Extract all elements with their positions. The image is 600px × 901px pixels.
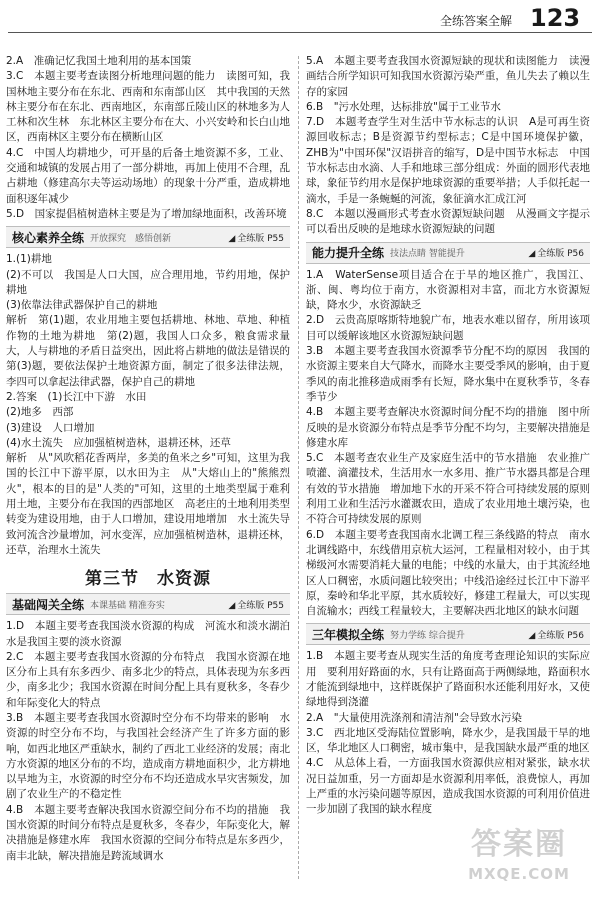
right-answers-prelude: 5.A 本题主要考查我国水资源短缺的现状和读图能力 读漫画结合所学知识可知我国水资源污染严重，鱼儿失去了赖以生存的家园 6.B "污水处理，达标排放"属于工业节水 7.D 本题考查学生对生活中节水标志的认识 A是可再生资源回收标志；B是资源节约型标志；C是中国环境保护徽，ZHB为"中国环保"汉语拼音的缩写，D是中国节水标志 中国节水标志由水滴、人手和地球三部分组成：外面的圆形代表地球，象征节约用水是保护地球资源的重要举措；人手似托起一滴水，手是一条蜿蜒的河流，象征滴水汇成江河 8.C 本题以漫画形式考查水资源短缺问题 从漫画文字提示可以看出反映的是地球水资源短缺的问题 [306,55,590,236]
section-page-ref: ◢ 全练版 P56 [528,249,584,260]
arrow-icon: ◢ [528,630,536,641]
section-subtitle: 技法点睛 智能提升 [390,249,465,260]
ability-answers: 1.A WaterSense项目适合在于旱的地区推广，我国江、浙、闽、粤均位于南方，水资源相对丰富，而北方水资源短缺，降水少，水资源缺乏 2.D 云贵高原喀斯特地貌广布，地表水难以留存，所用该项目可以缓解该地区水资源短缺问题 3.B 本题主要考查我国水资源季节分配不均的原因 我国的水资源主要来自大气降水，而降水主要受季风的影响，由于夏季风的南北推移造成雨季有长短，降水集中在夏秋季节，冬春季节少 4.B 本题主要考查解决水资源时间分配不均的措施 图中所反映的是水资源分布特点是季节分配不均匀，主要解决措施是修建水库 5.C 本题考查农业生产及家庭生活中的节水措施 农业推广喷灌、滴灌技术，生活用水一水多用、推广节水器具都是合理有效的节水措施 增加地下水的开采不符合可持续发展的原则 利用工业和生活污水灌溉农田，造成了农业用地土壤污染，也不符合可持续发展的原则 6.D 本题主要考查我国南水北调工程三条线路的特点 南水北调线路中，东线借用京杭大运河，工程量相对较小，由于其梯级河水需要消耗大量的电能；中线的水量大，由于其流经地区人口稠密，水质问题比较突出；中线沿途经过长江中下游平原，秦岭和华北平原，其水质较好，修建工程量大，可以实现自流输水；西线工程量较大，主要解决西北地区的缺水问题 [306,268,590,618]
arrow-icon: ◢ [228,600,236,611]
simulation-answers: 1.B 本题主要考查从现实生活的角度考查理论知识的实际应用 要利用好路面的水，只有让路面高于两侧绿地，路面积水才能流到绿地中，这样既保护了路面积水还能利用好水，又使绿地得到浇灌 2.A "大量使用洗涤剂和清洁剂"会导致水污染 3.C 西北地区受海陆位置影响，降水少，是我国最干旱的地区，华北地区人口稠密，城市集中，是我国缺水最严重的地区 4.C 从总体上看，一方面我国水资源供应相对紧张，缺水状况日益加重，另一方面却是水资源利用率低，浪费惊人，再加上严重的水污染问题等原因，造成我国水资源的可利用价值进一步加剧了我国的缺水程度 [306,650,590,816]
watermark [444,825,594,895]
page-number: 123 [530,4,581,32]
column-divider [298,56,299,879]
section-header-ability [306,242,590,264]
header-title: 全练答案全解 [440,14,513,28]
left-column [6,54,290,864]
section-page-ref: ◢ 全练版 P55 [228,600,284,611]
section-tag: 基础闯关全练 [12,597,85,612]
section-header-core [6,226,290,248]
section-tag: 能力提升全练 [312,246,385,261]
core-answers: 1.(1)耕地 (2)不可以 我国是人口大国，应合理用地，节约用地，保护耕地 (3)依靠法律武器保护自己的耕地 解析 第(1)题，农业用地主要包括耕地、林地、草地、种植作物的土地为耕地 第(2)题，我国人口众多，粮食需求量大，人与耕地的矛盾日益突出，因此将占耕地的做法是错误的 第(3)题，要依法保护土地资源方面，制定了很多法律法规，李四可以拿起法律武器，保护自己的耕地 2.答案 (1)长江中下游 水田 (2)地多 西部 (3)建设 人口增加 (4)水土流失 应加强植树造林，退耕还林，还草 解析 从"风吹稻花香两岸，多美的鱼米之乡"可知，这里为我国的长江中下游平原，以水田为主 从"大熔山上的"熊熊烈火"，根本的目的是"人类的"可知，这里的土地类型属于难利用土地，主要分布在我国的西部地区 高老庄的土地利用类型转变为建设用地，由于人口增加，建设用地增加 水土流失导致河流含沙量增加，河水变浑，应加强植树造林，退耕还林，还草，治理水土流失 [6,253,290,556]
chapter-title: 第三节 水资源 [85,569,211,590]
section-page-ref: ◢ 全练版 P56 [528,630,584,641]
basic-answers: 1.D 本题主要考查我国淡水资源的构成 河流水和淡水湖泊水是我国主要的淡水资源 2.C 本题主要考查我国水资源的分布特点 我国水资源在地区分布上具有东多西少、南多北少的特点，具体表现为东多西少，南多北少；我国水资源在时间分配上具有夏秋多，冬春少和年际变化大的特点 3.B 本题主要考查我国水资源时空分布不均带来的影响 水资源的时空分布不均，与我国社会经济产生了许多方面的影响，如西北地区严重缺水，制约了西北工业经济的发展；南北方水资源的地区分布的不均，造成南方耕地面积少，北方耕地以旱地为主，水资源的时空分布不均还造成水旱灾害频发，加剧了农业生产的不稳定性 4.B 本题主要考查解决我国水资源空间分布不均的措施 我国水资源的时间分布特点是夏秋多，冬春少，年际变化大，解决措施是修建水库 我国水资源的空间分布特点是东多西少，南丰北缺，解决措施是跨流域调水 [6,620,290,862]
section-header-simulation [306,623,590,645]
right-column [306,54,590,818]
page-header [0,4,600,48]
section-tag: 三年模拟全练 [312,627,385,642]
watermark-logo: 答案圈 [471,827,567,862]
section-subtitle: 开放探究 感悟创新 [90,233,172,244]
section-tag: 核心素养全练 [12,230,85,245]
section-subtitle: 本课基础 精准夯实 [90,600,165,611]
header-rule [8,32,592,33]
section-header-basic [6,593,290,615]
section-subtitle: 努力学练 综合提升 [390,630,465,641]
arrow-icon: ◢ [228,233,236,244]
left-answers-prelude: 2.A 准确记忆我国土地利用的基本国策 3.C 本题主要考查读图分析地理问题的能力 读图可知，我国林地主要分布在东北、西南和东南部山区 其中我国的天然林主要分布在东北、西南地区，东南部丘陵山区的林地多为人工林和次生林 东北林区主要分布在大、小兴安岭和长白山地区，西南林区主要分布在横断山区 4.C 中国人均耕地少，可开垦的后备土地资源不多，工业、交通和城镇的发展占用了一部分耕地，再加上使用不合理，乱占耕地（修建高尔夫等运动场地）的现象十分严重，造成耕地面积逐年减少 5.D 国家提倡植树造林主要是为了增加绿地面积，改善环境 [6,55,290,220]
section-page-ref: ◢ 全练版 P55 [228,233,284,244]
watermark-url: MXQE.COM [468,865,570,883]
arrow-icon: ◢ [528,249,536,260]
